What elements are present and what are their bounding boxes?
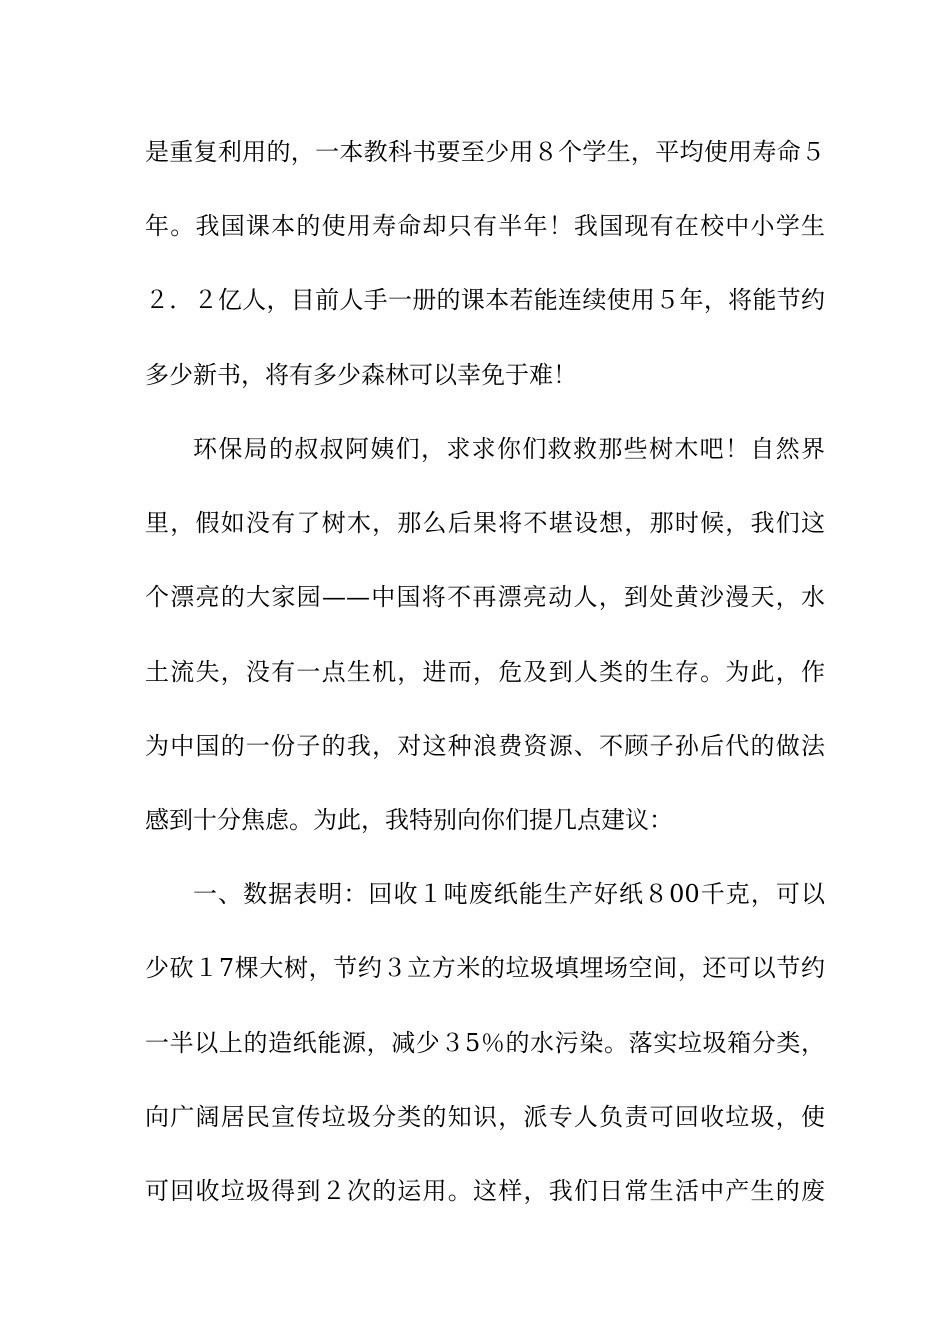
paragraph-3-first-line: 一、数据表明：回收１吨废纸能生产好纸８00千克，可以 (193, 880, 825, 908)
text-line-9: 为中国的一份子的我，对这种浪费资源、不顾子孙后代的做法 (145, 732, 825, 760)
text-line-12: 少砍１7棵大树，节约３立方米的垃圾填埋场空间，还可以节约 (145, 954, 825, 982)
text-line-7: 个漂亮的大家园——中国将不再漂亮动人，到处黄沙漫天，水 (145, 583, 825, 611)
text-line-8: 土流失，没有一点生机，进而，危及到人类的生存。为此，作 (145, 658, 825, 686)
text-line-13: 一半以上的造纸能源，减少３5％的水污染。落实垃圾箱分类， (145, 1029, 825, 1057)
text-line-2: 年。我国课本的使用寿命却只有半年！我国现有在校中小学生 (145, 212, 825, 240)
text-line-6: 里，假如没有了树木，那么后果将不堪设想，那时候，我们这 (145, 509, 825, 537)
text-line-10: 感到十分焦虑。为此，我特别向你们提几点建议： (145, 806, 673, 834)
text-line-3: ２．２亿人，目前人手一册的课本若能连续使用５年，将能节约 (145, 286, 825, 314)
text-line-15: 可回收垃圾得到２次的运用。这样，我们日常生活中产生的废 (145, 1177, 825, 1205)
text-line-1: 是重复利用的，一本教科书要至少用８个学生，平均使用寿命５ (145, 138, 825, 166)
text-line-14: 向广阔居民宣传垃圾分类的知识，派专人负责可回收垃圾，使 (145, 1103, 825, 1131)
paragraph-2-first-line: 环保局的叔叔阿姨们，求求你们救救那些树木吧！自然界 (193, 435, 825, 463)
text-line-4: 多少新书，将有多少森林可以幸免于难！ (145, 361, 577, 389)
